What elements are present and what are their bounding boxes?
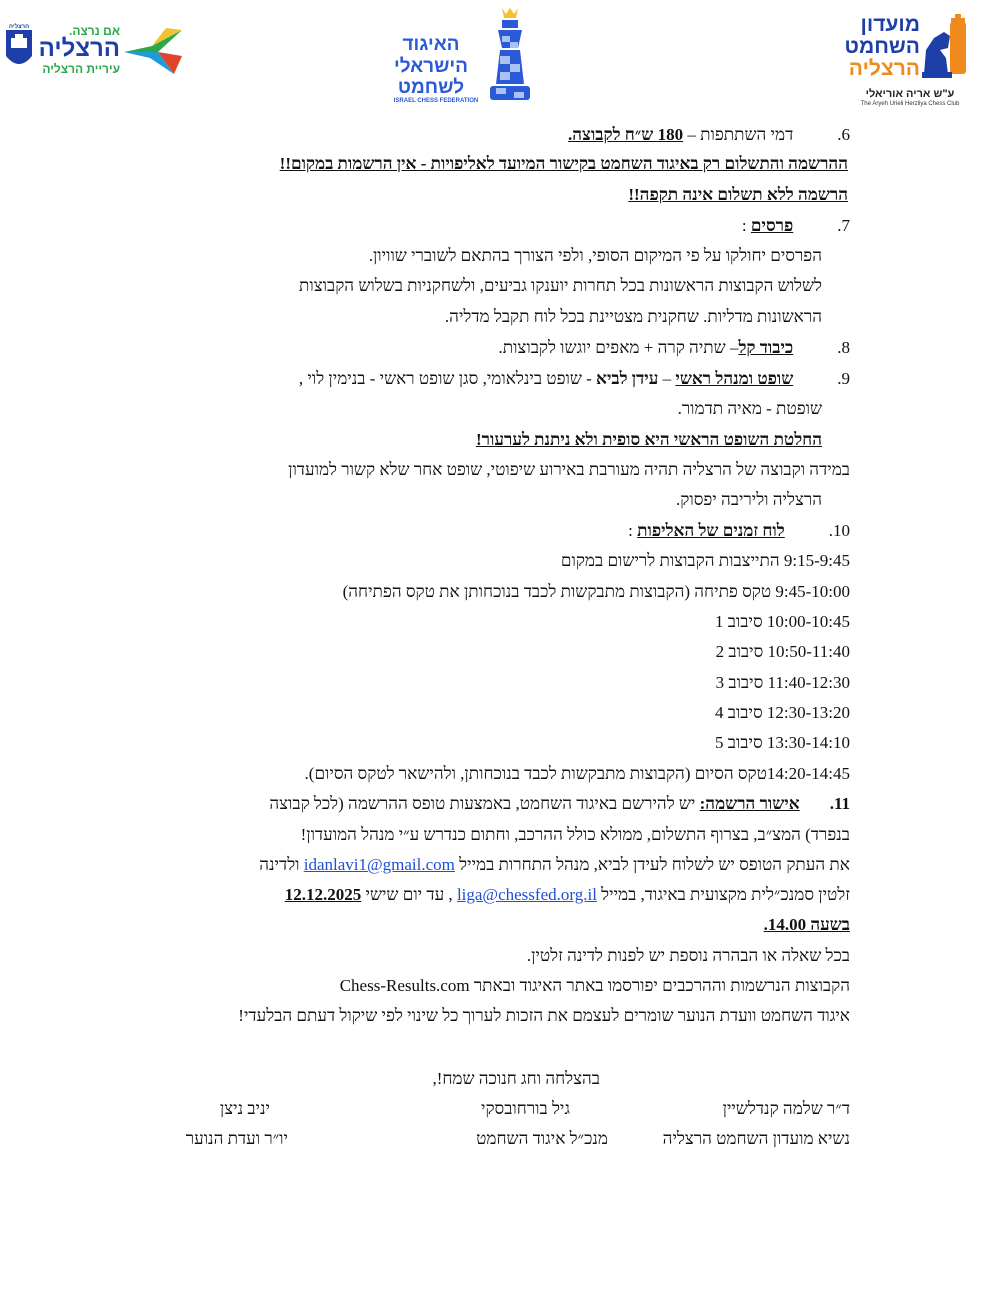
club-logo-subtitle-en: The Aryeh Urieli Herzliya Chess Club (860, 101, 960, 107)
club-logo (828, 10, 978, 110)
schedule-text: סיבוב 5 (715, 733, 767, 752)
dispute-line-1: במידה וקבוצה של הרצליה תהיה מעורבת באירוע שיפוטי, שופט אחר שלא קשור למועדון (288, 460, 850, 479)
email-link-idan[interactable]: idanlavi1@gmail.com (303, 855, 455, 874)
section-7-heading (742, 215, 850, 237)
schedule-text: סיבוב 4 (715, 703, 767, 722)
signature-name: ד״ר שלמה קנדלשיין (722, 1099, 850, 1118)
prizes-line-1: הפרסים יחולקו על פי המיקום הסופי, ולפי הצורך בהתאם לשוברי שוויון. (368, 246, 822, 265)
club-logo-line1: מועדון (860, 13, 920, 36)
city-crest-icon (4, 28, 34, 72)
section-11-line-2: בנפרד) המצ״ב, בצרוף התשלום, ממולא כולל ההרכב, וחתום כנדרש ע״י מנהל המועדון! (300, 825, 850, 844)
schedule-item (715, 732, 850, 754)
section-number: 11. (829, 794, 850, 813)
chess-piece-icon (480, 4, 540, 108)
signature-role: מנכ״ל איגוד השחמט (476, 1129, 608, 1148)
section-11-line-4 (285, 884, 850, 906)
prizes-line-3: הראשונות מדליות. שחקנית מצטיינת בכל לוח תקבל מדליה. (444, 307, 822, 326)
section-9-line-2: שופטת - מאיה תדמור. (677, 399, 822, 418)
section-11-line-3 (259, 854, 850, 876)
city-name: הרצליה (38, 35, 120, 62)
schedule-time: 12:30-13:20 (766, 703, 850, 722)
schedule-time: 9:15-9:45 (783, 551, 850, 570)
schedule-time: 10:50-11:40 (767, 642, 850, 661)
schedule-text: סיבוב 3 (715, 673, 768, 692)
schedule-text: סיבוב 2 (715, 642, 768, 661)
section-7-title: פרסים (750, 216, 794, 235)
city-logo (4, 24, 184, 84)
section-11-line-3-pre: את העתק הטופס יש לשלוח לעידן לביא, מנהל התחרות במייל (454, 855, 850, 874)
schedule-item (716, 641, 850, 663)
federation-logo-line1: האיגוד (402, 34, 460, 55)
section-11-line-4-pre: זלטין סמנכ״לית מקצועית באיגוד, במייל (596, 885, 850, 904)
section-11-line-3-post: ולדינה (259, 855, 304, 874)
section-11 (269, 793, 850, 815)
section-9 (299, 368, 850, 390)
section-6-label: דמי השתתפות – (683, 125, 794, 144)
section-7-colon: : (741, 216, 751, 235)
signature-role: נשיא מועדון השחמט הרצליה (662, 1129, 850, 1148)
city-slogan: אם נרצה. (69, 24, 120, 38)
prizes-line-2: לשלוש הקבוצות הראשונות בכל תחרות יוענקו גביעים, ולשחקניות בשלוש הקבוצות (299, 276, 822, 295)
section-9-dash: – (658, 369, 676, 388)
registration-note: ההרשמה והתשלום רק באיגוד השחמט בקישור המיועד לאליפויות - אין הרשמות במקום!! (279, 154, 848, 173)
section-number: 10. (828, 521, 850, 540)
section-9-text: - שופט בינלאומי, סגן שופט ראשי - בנימין לוי , (298, 369, 597, 388)
signature-name: גיל בורחובסקי (481, 1099, 570, 1118)
schedule-text: טקס הסיום (הקבוצות מתבקשות לכבד בנוכחותן, ולהישאר לטקס הסיום). (304, 764, 767, 783)
city-subtitle: עיריית הרצליה (42, 62, 120, 76)
section-number: 8. (837, 338, 850, 357)
deadline-date: 12.12.2025 (284, 885, 362, 904)
contact-note: בכל שאלה או הבהרה נוספת יש לפנות לדינה זלטין. (526, 946, 850, 965)
schedule-item (305, 763, 850, 785)
city-star-icon (122, 26, 184, 78)
schedule-text: טקס פתיחה (הקבוצות מתבקשות לכבד בנוכחותן את טקס הפתיחה) (342, 582, 776, 601)
section-8 (498, 337, 850, 359)
schedule-time: 14:20-14:45 (766, 764, 850, 783)
schedule-time: 9:45-10:00 (775, 582, 850, 601)
section-10-heading (628, 520, 850, 542)
greeting: בהצלחה וחג חנוכה שמח!, (432, 1069, 600, 1088)
city-crest-label: הרצליה (8, 24, 30, 30)
arbiter-decision-note: החלטת השופט הראשי היא סופית ולא ניתנת לערעור! (475, 430, 822, 449)
chess-king-knight-icon (920, 14, 972, 82)
section-6-value: 180 ש״ח לקבוצה. (568, 125, 684, 144)
federation-logo-en: ISRAEL CHESS FEDERATION (393, 98, 479, 104)
federation-logo (380, 4, 560, 108)
chief-arbiter-name: עידן לביא (596, 369, 659, 388)
schedule-item (715, 611, 850, 633)
section-6 (568, 124, 850, 146)
schedule-item (561, 550, 850, 572)
section-10-title: לוח זמנים של האליפות (637, 521, 785, 540)
section-11-line-4-mid: , עד יום שישי (361, 885, 457, 904)
federation-logo-line3: לשחמט (397, 77, 465, 98)
section-9-title: שופט ומנהל ראשי (675, 369, 794, 388)
schedule-item (716, 672, 850, 694)
signature-name: יניב ניצן (219, 1099, 270, 1118)
schedule-text: התייצבות הקבוצות לרישום במקום (560, 551, 784, 570)
schedule-time: 11:40-12:30 (767, 673, 850, 692)
schedule-time: 13:30-14:10 (766, 733, 850, 752)
section-8-title: כיבוד קל (738, 338, 794, 357)
schedule-text: סיבוב 1 (715, 612, 767, 631)
section-10-colon: : (628, 521, 638, 540)
federation-logo-line2: הישראלי (394, 56, 468, 77)
email-link-liga[interactable]: liga@chessfed.org.il (456, 885, 597, 904)
section-11-title: אישור הרשמה: (699, 794, 800, 813)
schedule-item (715, 702, 850, 724)
section-number: 6. (837, 125, 850, 144)
dispute-line-2: הרצליה וליריבה יפסוק. (676, 490, 822, 509)
club-logo-line2: השחמט (844, 35, 920, 58)
section-number: 9. (837, 369, 850, 388)
club-logo-subtitle-he: ע"ש אריה אוריאלי (865, 88, 955, 100)
schedule-time: 10:00-10:45 (766, 612, 850, 631)
payment-note: הרשמה ללא תשלום אינה תקפה!! (628, 185, 848, 204)
schedule-item (343, 581, 850, 603)
section-11-line-1: יש להירשם באיגוד השחמט, באמצעות טופס ההרשמה (לכל קבוצה (269, 794, 700, 813)
deadline-hour: בשעה 14.00. (763, 915, 850, 934)
club-logo-line3: הרצליה (848, 57, 920, 80)
signature-role: יו״ר ועדת הנוער (185, 1129, 288, 1148)
rights-note: איגוד השחמט וועדת הנוער שומרים לעצמם את הזכות לערוך כל שינוי לפי שיקול דעתם הבלעדי! (238, 1006, 850, 1025)
section-number: 7. (837, 216, 850, 235)
publish-note: הקבוצות הנרשמות וההרכבים יפורסמו באתר האיגוד ובאתר Chess-Results.com (339, 976, 850, 995)
section-8-text: – שתיה קרה + מאפים יוגשו לקבוצות. (498, 338, 739, 357)
